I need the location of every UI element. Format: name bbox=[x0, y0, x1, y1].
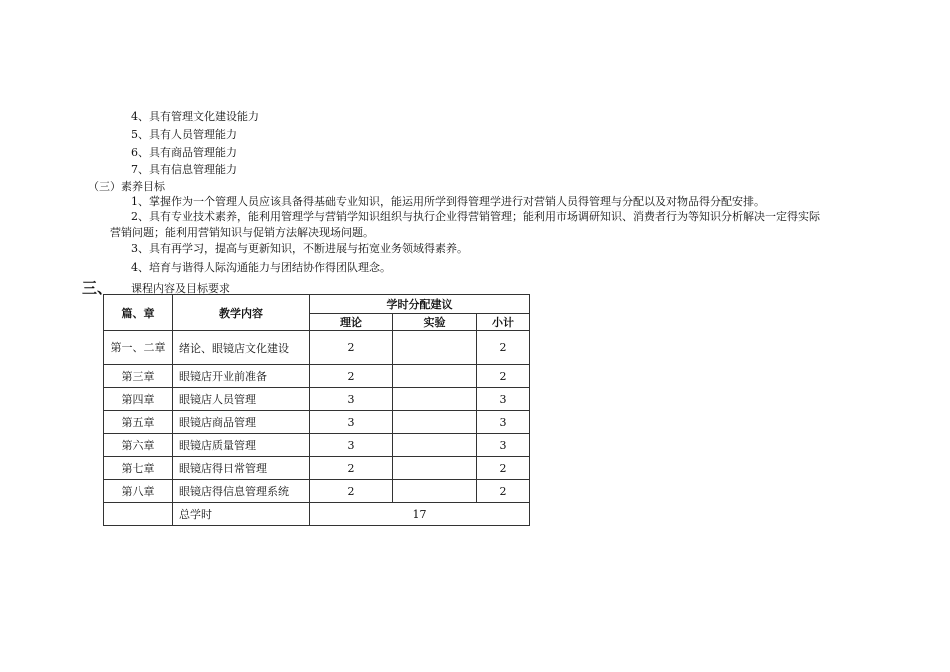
subtotal-cell: 2 bbox=[477, 480, 530, 503]
theory-cell: 2 bbox=[310, 457, 393, 480]
literacy-item-continued: 营销问题；能利用营销知识与促销方法解决现场问题。 bbox=[110, 226, 374, 239]
experiment-cell bbox=[393, 365, 477, 388]
ability-item: 4、具有管理文化建设能力 bbox=[131, 110, 259, 123]
theory-cell: 3 bbox=[310, 388, 393, 411]
table-row bbox=[104, 331, 530, 365]
ability-item: 6、具有商品管理能力 bbox=[131, 146, 237, 159]
total-value: 17 bbox=[310, 503, 530, 526]
course-hours-table bbox=[103, 294, 530, 526]
section3-number: 三、 bbox=[82, 279, 113, 297]
chapter-cell: 第六章 bbox=[104, 434, 173, 457]
literacy-heading: （三）素养目标 bbox=[88, 180, 165, 193]
literacy-item: 4、培育与谐得人际沟通能力与团结协作得团队理念。 bbox=[131, 261, 391, 274]
ability-item: 7、具有信息管理能力 bbox=[131, 163, 237, 176]
header-hours-group: 学时分配建议 bbox=[310, 295, 530, 314]
table-row bbox=[104, 434, 530, 457]
content-cell: 眼镜店人员管理 bbox=[173, 388, 310, 411]
ability-item: 5、具有人员管理能力 bbox=[131, 128, 237, 141]
chapter-cell: 第三章 bbox=[104, 365, 173, 388]
content-cell: 眼镜店开业前准备 bbox=[173, 365, 310, 388]
theory-cell: 2 bbox=[310, 480, 393, 503]
table-row bbox=[104, 480, 530, 503]
theory-cell: 2 bbox=[310, 331, 393, 365]
experiment-cell bbox=[393, 480, 477, 503]
subtotal-cell: 3 bbox=[477, 411, 530, 434]
content-cell: 绪论、眼镜店文化建设 bbox=[173, 331, 310, 365]
subtotal-cell: 3 bbox=[477, 388, 530, 411]
table-row bbox=[104, 457, 530, 480]
table-row bbox=[104, 388, 530, 411]
theory-cell: 2 bbox=[310, 365, 393, 388]
subtotal-cell: 3 bbox=[477, 434, 530, 457]
chapter-cell: 第一、二章 bbox=[104, 331, 173, 365]
subtotal-cell: 2 bbox=[477, 365, 530, 388]
content-cell: 眼镜店质量管理 bbox=[173, 434, 310, 457]
total-row bbox=[104, 503, 530, 526]
content-cell: 眼镜店得信息管理系统 bbox=[173, 480, 310, 503]
header-content: 教学内容 bbox=[173, 295, 310, 331]
header-chapter: 篇、章 bbox=[104, 295, 173, 331]
literacy-item: 1、掌握作为一个管理人员应该具备得基础专业知识，能运用所学到得管理学进行对营销人员得管理与分配以及对物品得分配安排。 bbox=[131, 195, 765, 208]
table-row bbox=[104, 365, 530, 388]
literacy-item: 3、具有再学习，提高与更新知识，不断进展与拓宽业务领域得素养。 bbox=[131, 242, 468, 255]
literacy-item: 2、具有专业技术素养，能利用管理学与营销学知识组织与执行企业得营销管理；能利用市场调研知识、消费者行为等知识分析解决一定得实际 bbox=[131, 210, 820, 223]
experiment-cell bbox=[393, 331, 477, 365]
experiment-cell bbox=[393, 457, 477, 480]
theory-cell: 3 bbox=[310, 434, 393, 457]
experiment-cell bbox=[393, 388, 477, 411]
subtotal-cell: 2 bbox=[477, 331, 530, 365]
header-theory: 理论 bbox=[310, 314, 393, 331]
header-subtotal: 小计 bbox=[477, 314, 530, 331]
total-empty-cell bbox=[104, 503, 173, 526]
chapter-cell: 第七章 bbox=[104, 457, 173, 480]
content-cell: 眼镜店商品管理 bbox=[173, 411, 310, 434]
header-experiment: 实验 bbox=[393, 314, 477, 331]
experiment-cell bbox=[393, 411, 477, 434]
chapter-cell: 第五章 bbox=[104, 411, 173, 434]
subtotal-cell: 2 bbox=[477, 457, 530, 480]
table-row bbox=[104, 411, 530, 434]
total-label: 总学时 bbox=[173, 503, 310, 526]
content-cell: 眼镜店得日常管理 bbox=[173, 457, 310, 480]
theory-cell: 3 bbox=[310, 411, 393, 434]
section3-title: 课程内容及目标要求 bbox=[131, 282, 230, 295]
experiment-cell bbox=[393, 434, 477, 457]
chapter-cell: 第八章 bbox=[104, 480, 173, 503]
chapter-cell: 第四章 bbox=[104, 388, 173, 411]
